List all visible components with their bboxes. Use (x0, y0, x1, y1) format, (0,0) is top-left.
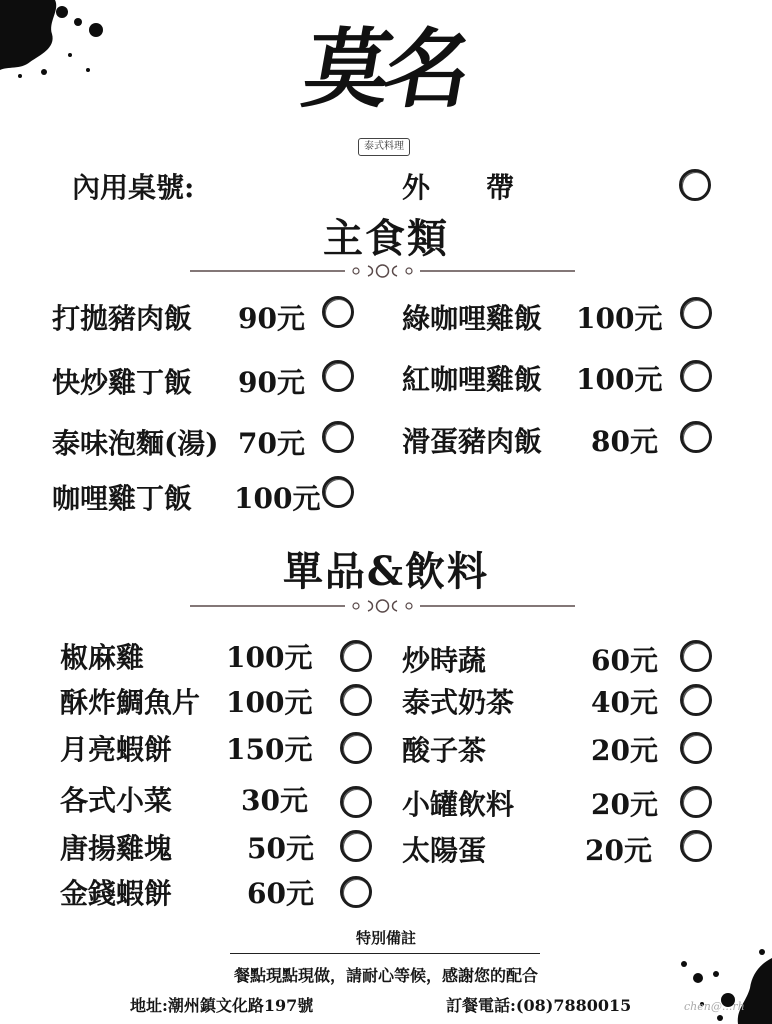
side-item-price: 100元 (226, 686, 313, 719)
main-item-price: 90元 (238, 366, 305, 399)
side-item-checkbox[interactable] (340, 876, 372, 908)
side-item-checkbox[interactable] (680, 786, 712, 818)
main-item-price: 100元 (576, 302, 663, 335)
ink-splatter-top-left (0, 0, 110, 80)
main-item-name: 快炒雞丁飯 (52, 366, 193, 399)
brand-seal: 泰式料理 (358, 138, 410, 156)
main-item-checkbox[interactable] (680, 421, 712, 453)
brand-logo (296, 12, 474, 152)
side-item-price: 20元 (591, 734, 658, 767)
side-item-price: 20元 (585, 834, 652, 867)
main-item-name: 泰味泡麵(湯) (52, 427, 219, 460)
side-item-checkbox[interactable] (340, 640, 372, 672)
side-item-price: 60元 (247, 877, 314, 910)
side-item-checkbox[interactable] (340, 830, 372, 862)
side-item-checkbox[interactable] (680, 684, 712, 716)
main-item-price: 100元 (576, 363, 663, 396)
dine-in-table-label: 內用桌號: (72, 171, 195, 204)
side-item-name: 月亮蝦餅 (60, 733, 173, 766)
side-item-name: 太陽蛋 (402, 834, 487, 867)
side-item-checkbox[interactable] (340, 684, 372, 716)
side-item-price: 50元 (247, 832, 314, 865)
takeout-checkbox[interactable] (679, 169, 711, 201)
main-item-name: 紅咖哩雞飯 (402, 363, 543, 396)
main-item-checkbox[interactable] (680, 297, 712, 329)
watermark: chen@...rh (684, 1000, 745, 1013)
main-item-name: 滑蛋豬肉飯 (402, 425, 543, 458)
notes-title: 特別備註 (355, 929, 416, 947)
main-item-checkbox[interactable] (680, 360, 712, 392)
side-item-name: 泰式奶茶 (402, 686, 515, 719)
side-item-name: 酥炸鯛魚片 (60, 686, 201, 719)
notes-text: 餐點現點現做，請耐心等候，感謝您的配合 (233, 966, 538, 985)
main-item-name: 綠咖哩雞飯 (402, 302, 543, 335)
brand-logo-text: 莫名 (296, 19, 474, 120)
main-item-name: 咖哩雞丁飯 (52, 482, 193, 515)
side-item-price: 60元 (591, 644, 658, 677)
side-section-divider (190, 599, 575, 613)
side-item-name: 各式小菜 (60, 784, 173, 817)
side-item-price: 40元 (591, 686, 658, 719)
side-item-price: 100元 (226, 641, 313, 674)
footer-address: 地址:潮州鎮文化路197號 (130, 996, 314, 1015)
main-item-price: 70元 (238, 427, 305, 460)
main-item-checkbox[interactable] (322, 296, 354, 328)
takeout-label: 外 帶 (402, 171, 515, 204)
side-item-checkbox[interactable] (680, 640, 712, 672)
main-item-checkbox[interactable] (322, 421, 354, 453)
footer-phone: 訂餐電話:(08)7880015 (446, 996, 632, 1015)
side-section-title: 單品&飲料 (282, 548, 490, 595)
side-item-price: 150元 (226, 733, 313, 766)
notes-divider (230, 953, 540, 954)
main-section-title: 主食類 (323, 215, 449, 262)
side-item-price: 30元 (241, 784, 308, 817)
side-item-price: 20元 (591, 788, 658, 821)
side-item-checkbox[interactable] (340, 786, 372, 818)
side-item-name: 小罐飲料 (402, 788, 515, 821)
main-item-checkbox[interactable] (322, 476, 354, 508)
side-item-name: 椒麻雞 (60, 641, 145, 674)
main-item-price: 90元 (238, 302, 305, 335)
main-item-price: 80元 (591, 425, 658, 458)
main-item-checkbox[interactable] (322, 360, 354, 392)
side-item-name: 炒時蔬 (402, 644, 487, 677)
side-item-checkbox[interactable] (680, 830, 712, 862)
side-item-checkbox[interactable] (340, 732, 372, 764)
main-item-price: 100元 (234, 482, 321, 515)
side-item-name: 唐揚雞塊 (60, 832, 173, 865)
side-item-name: 酸子茶 (402, 734, 487, 767)
side-item-checkbox[interactable] (680, 732, 712, 764)
main-section-divider (190, 264, 575, 278)
main-item-name: 打拋豬肉飯 (52, 302, 193, 335)
side-item-name: 金錢蝦餅 (60, 877, 173, 910)
